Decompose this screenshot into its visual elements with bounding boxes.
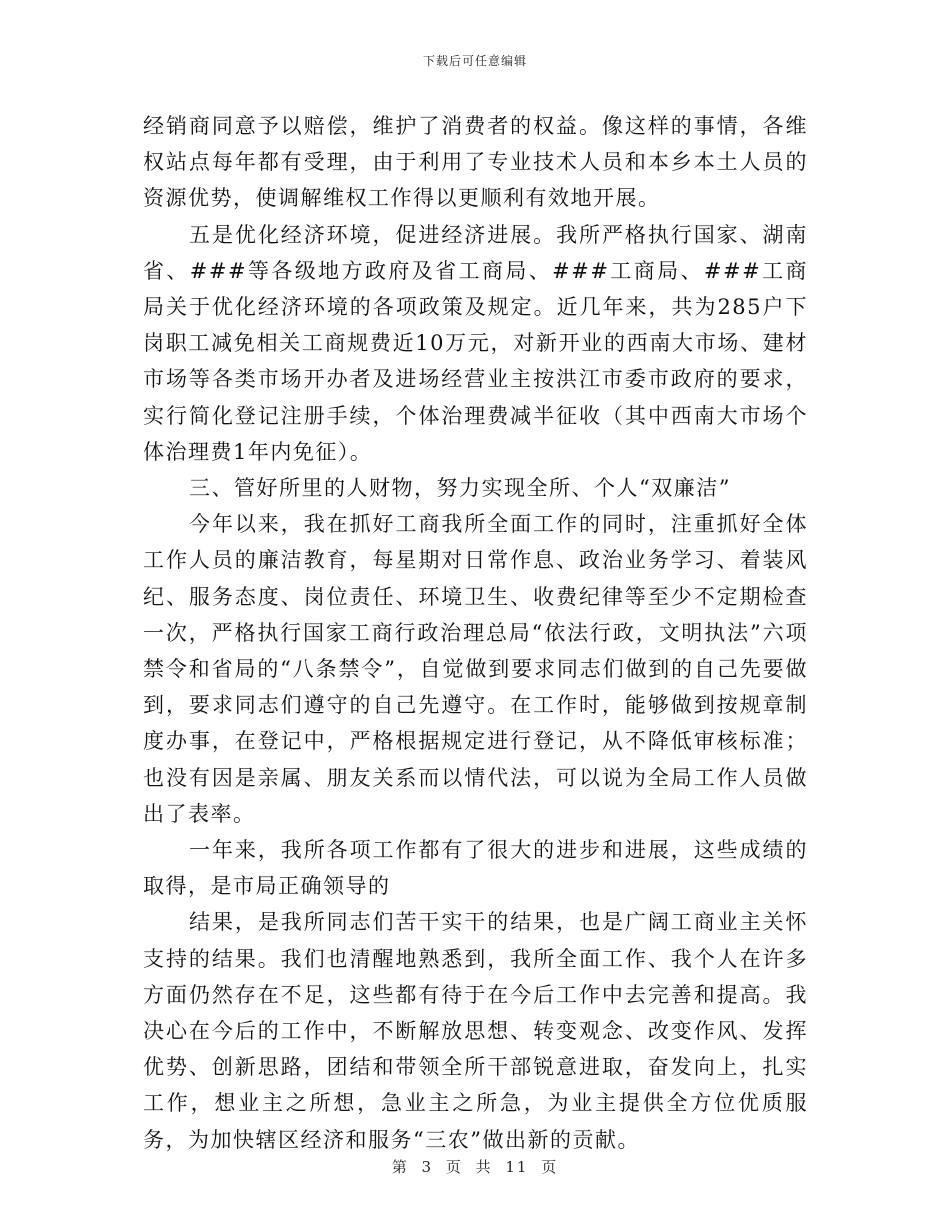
page-number: 第 3 页 共 11 页 [391, 1158, 559, 1176]
section-heading: 三、管好所里的人财物，努力实现全所、个人“双廉洁” [189, 476, 731, 501]
paragraph-3: 今年以来，我在抓好工商我所全面工作的同时，注重抓好全体工作人员的廉洁教育，每星期对日常作息、政治业务学习、着装风纪、服务态度、岗位责任、环境卫生、收费纪律等至少不定期检查一次，严格执行国家工商行政治理总局“依法行政，文明执法”六项禁令和省局的“八条禁令”，自觉做到要求同志们做到的自己先要做到，要求同志们遵守的自己先遵守。在工作时，能够做到按规章制度办事，在登记中，严格根据规定进行登记，从不降低审核标准；也没有因是亲属、朋友关系而以情代法，可以说为全局工作人员做出了表率。 [143, 512, 808, 826]
paragraph-2: 五是优化经济环境，促进经济进展。我所严格执行国家、湖南省、###等各级地方政府及省工商局、###工商局、###工商局关于优化经济环境的各项政策及规定。近几年来，共为285户下岗职工减免相关工商规费近10万元，对新开业的西南大市场、建材市场等各类市场开办者及进场经营业主按洪江市委市政府的要求，实行简化登记注册手续，个体治理费减半征收（其中西南大市场个体治理费1年内免征）。 [143, 222, 808, 464]
paragraph-5: 结果，是我所同志们苦干实干的结果，也是广阔工商业主关怀支持的结果。我们也清醒地熟悉到，我所全面工作、我个人在许多方面仍然存在不足，这些都有待于在今后工作中去完善和提高。我决心在今后的工作中，不断解放思想、转变观念、改变作风、发挥优势、创新思路，团结和带领全所干部锐意进取，奋发向上，扎实工作，想业主之所想，急业主之所急，为业主提供全方位优质服务，为加快辖区经济和服务“三农”做出新的贡献。 [143, 910, 808, 1152]
page-header: 下载后可任意编辑 [422, 54, 527, 68]
document-body [143, 108, 808, 1158]
paragraph-4: 一年来，我所各项工作都有了很大的进步和进展，这些成绩的取得，是市局正确领导的 [143, 838, 808, 899]
paragraph-1: 经销商同意予以赔偿，维护了消费者的权益。像这样的事情，各维权站点每年都有受理，由于利用了专业技术人员和本乡本土人员的资源优势，使调解维权工作得以更顺利有效地开展。 [143, 114, 808, 211]
